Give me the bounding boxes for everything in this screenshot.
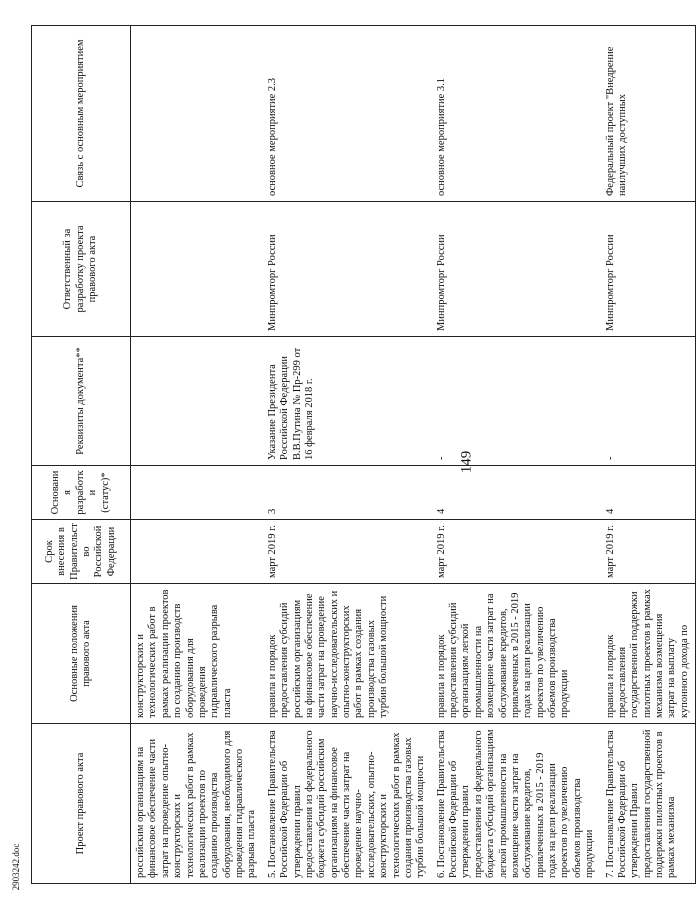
cell-project: 6. Постановление Правительства Российской Федерации об утверждении правил предоставления из федерального бюджета субсидий организациям легкой промышленности на возмещение части затрат на обслуживание кредитов, привлеченных в 2015 - 2019 годах на цели реализации проектов по увеличению объемов производства продукции [432, 724, 601, 884]
cell-basis: 4 [432, 466, 601, 520]
cell-responsible: Минпромторг России [263, 202, 432, 337]
cell-project: 7. Постановление Правительства Российской Федерации об утверждении Правил предоставления государственной поддержки пилотных проектов в рамках механизма [601, 724, 696, 884]
cell-requisites: - [601, 337, 696, 466]
table-row [131, 26, 263, 884]
cell-provisions: конструкторских и технологических работ в рамках реализации проектов по созданию производств оборудования для проведения гидравлического разрыва пласта [131, 584, 263, 724]
header-deadline: Срок внесения в Правительство Российской Федерации [32, 520, 131, 584]
rotated-table-area [31, 26, 690, 884]
table-row [263, 26, 432, 884]
cell-provisions: правила и порядок предоставления субсидий организациям легкой промышленности на возмещение части затрат на обслуживание кредитов, привлеченных в 2015 - 2019 годах на цели реализации проектов по увеличению объемов производства продукции [432, 584, 601, 724]
cell-link: основное мероприятие 2.3 [263, 26, 432, 202]
header-provisions: Основные положения правового акта [32, 584, 131, 724]
cell-responsible [131, 202, 263, 337]
legal-acts-table [31, 25, 696, 884]
cell-link: Федеральный проект "Внедрение наилучших доступных [601, 26, 696, 202]
header-basis: Основания разработки (статус)* [32, 466, 131, 520]
cell-requisites [131, 337, 263, 466]
table-row [432, 26, 601, 884]
cell-responsible: Минпромторг России [432, 202, 601, 337]
cell-link: основное мероприятие 3.1 [432, 26, 601, 202]
table-row [601, 26, 696, 884]
cell-requisites: Указание Президента Российской Федерации В.В.Путина № Пр-299 от 16 февраля 2018 г. [263, 337, 432, 466]
cell-provisions: правила и порядок предоставления субсидий российским организациям на финансовое обеспечение части затрат на проведение научно-исследовательских и опытно-конструкторских работ в рамках создания производства газовых турбин большой мощности [263, 584, 432, 724]
cell-requisites: - [432, 337, 601, 466]
cell-basis [131, 466, 263, 520]
cell-basis: 4 [601, 466, 696, 520]
header-requisites: Реквизиты документа** [32, 337, 131, 466]
cell-deadline: март 2019 г. [263, 520, 432, 584]
header-responsible: Ответственный за разработку проекта правового акта [32, 202, 131, 337]
table-header-row [32, 26, 131, 884]
cell-project: 5. Постановление Правительства Российской Федерации об утверждении правил предоставления из федерального бюджета субсидий российским организациям на финансовое обеспечение части затрат на проведение научно-исследовательских, опытно-конструкторских и технологических работ в рамках создания производства газовых турбин большой мощности [263, 724, 432, 884]
cell-deadline: март 2019 г. [601, 520, 696, 584]
cell-responsible: Минпромторг России [601, 202, 696, 337]
page-number: 149 [458, 450, 475, 474]
cell-deadline: март 2019 г. [432, 520, 601, 584]
header-project: Проект правового акта [32, 724, 131, 884]
cell-provisions: правила и порядок предоставления государственной поддержки пилотных проектов в рамках механизма возмещения затрат на выплату купонного дохода по [601, 584, 696, 724]
cell-link [131, 26, 263, 202]
footer-document-name: 2903242.doc [11, 843, 21, 891]
cell-deadline [131, 520, 263, 584]
cell-project: российским организациям на финансовое обеспечение части затрат на проведение опытно-конструкторских и технологических работ в рамках реализации проектов по созданию производства оборудования, необходимого для проведения гидравлического разрыва пласта [131, 724, 263, 884]
cell-basis: 3 [263, 466, 432, 520]
header-link: Связь с основным мероприятием [32, 26, 131, 202]
